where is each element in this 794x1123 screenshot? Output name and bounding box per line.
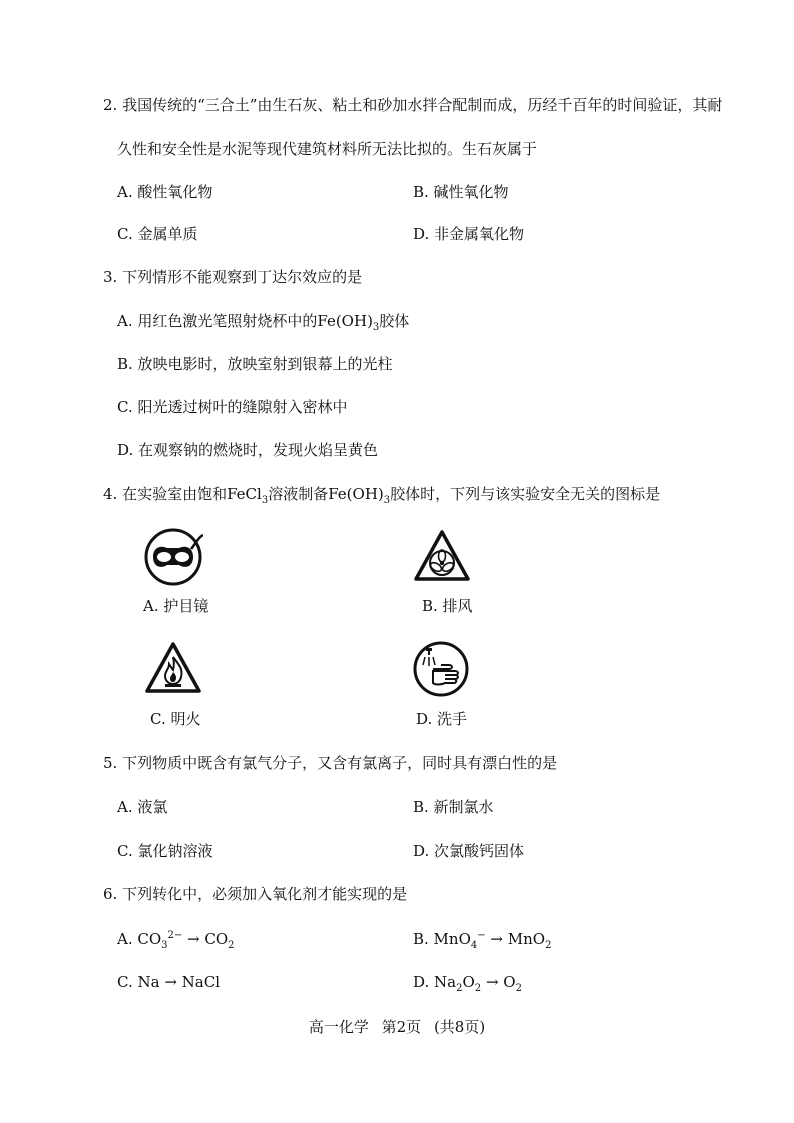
q6-b-reactant-charge: −: [477, 930, 486, 941]
q4-stem-part2: 溶液制备Fe(OH): [268, 485, 384, 503]
q6-d-reactant-mid: O: [462, 973, 475, 991]
q6-option-b: [413, 929, 551, 949]
q6-stem: 6. 下列转化中，必须加入氧化剂才能实现的是: [103, 885, 408, 903]
open-flame-icon: [143, 639, 203, 699]
footer-subject: 高一化学: [308, 1018, 369, 1036]
q6-b-reactant: B. MnO: [413, 930, 471, 948]
q2-stem-line2: 久性和安全性是水泥等现代建筑材料所无法比拟的。生石灰属于: [117, 140, 538, 158]
q6-a-product: CO: [204, 930, 229, 948]
q4-stem-sub1: 3: [261, 495, 269, 506]
q6-d-reactant-sub1: 2: [456, 983, 463, 994]
q4-stem: [103, 484, 660, 504]
q6-option-d: [413, 972, 522, 992]
footer-total-pages: (共8页): [433, 1018, 486, 1036]
q6-d-reactant-sub2: 2: [474, 983, 482, 994]
goggles-icon: [143, 527, 203, 587]
exhaust-fan-icon: [412, 527, 472, 587]
q3-option-a-subscript: 3: [372, 322, 380, 333]
q6-d-arrow: →: [481, 973, 504, 991]
q3-option-c: C. 阳光透过树叶的缝隙射入密林中: [117, 398, 348, 416]
footer-page-number: 第2页: [381, 1018, 422, 1036]
q5-stem: 5. 下列物质中既含有氯气分子，又含有氯离子，同时具有漂白性的是: [103, 754, 558, 772]
q5-option-a: A. 液氯: [117, 798, 168, 816]
q3-option-a: [117, 311, 409, 331]
q4-stem-part3: 胶体时，下列与该实验安全无关的图标是: [390, 485, 661, 503]
q6-a-arrow: →: [182, 930, 205, 948]
q6-b-product: MnO: [507, 930, 546, 948]
q3-option-b: B. 放映电影时，放映室射到银幕上的光柱: [117, 355, 393, 373]
q2-option-c: C. 金属单质: [117, 225, 198, 243]
q6-b-arrow: →: [485, 930, 508, 948]
q4-option-a-label: A. 护目镜: [143, 597, 209, 615]
q5-option-c: C. 氯化钠溶液: [117, 842, 213, 860]
q6-a-reactant: A. CO: [117, 930, 162, 948]
q4-option-c-label: C. 明火: [150, 710, 201, 728]
q3-option-a-text: A. 用红色激光笔照射烧杯中的Fe(OH): [117, 312, 373, 330]
page-footer: [0, 1017, 794, 1037]
q2-option-a: A. 酸性氧化物: [117, 183, 213, 201]
q6-a-product-sub: 2: [228, 940, 235, 951]
q4-option-b-label: B. 排风: [422, 597, 473, 615]
q3-option-d: D. 在观察钠的燃烧时，发现火焰呈黄色: [117, 441, 379, 459]
q6-a-reactant-sub: 3: [161, 940, 168, 951]
q6-option-c: [117, 972, 220, 992]
q6-a-reactant-charge: 2−: [167, 930, 183, 941]
q2-option-d: D. 非金属氧化物: [413, 225, 525, 243]
q6-c-arrow: →: [159, 973, 182, 991]
q4-stem-part1: 4. 在实验室由饱和FeCl: [103, 485, 262, 503]
q5-option-b: B. 新制氯水: [413, 798, 494, 816]
q6-b-product-sub: 2: [545, 940, 552, 951]
q6-c-product: NaCl: [181, 973, 220, 991]
q3-stem: 3. 下列情形不能观察到丁达尔效应的是: [103, 268, 363, 286]
q4-option-d-label: D. 洗手: [416, 710, 468, 728]
q3-option-a-tail: 胶体: [379, 312, 410, 330]
q2-option-b: B. 碱性氧化物: [413, 183, 509, 201]
q6-option-a: [117, 929, 235, 949]
q6-c-reactant: C. Na: [117, 973, 160, 991]
q5-option-d: D. 次氯酸钙固体: [413, 842, 525, 860]
q6-d-product: O: [503, 973, 516, 991]
hand-wash-icon: [411, 639, 471, 699]
q2-stem-line1: 2. 我国传统的“三合土”由生石灰、粘土和砂加水拌合配制而成，历经千百年的时间验证，其耐: [103, 96, 723, 114]
q6-b-reactant-sub: 4: [470, 940, 478, 951]
q6-d-product-sub: 2: [515, 983, 522, 994]
q4-stem-sub2: 3: [383, 495, 391, 506]
q6-d-reactant: D. Na: [413, 973, 457, 991]
